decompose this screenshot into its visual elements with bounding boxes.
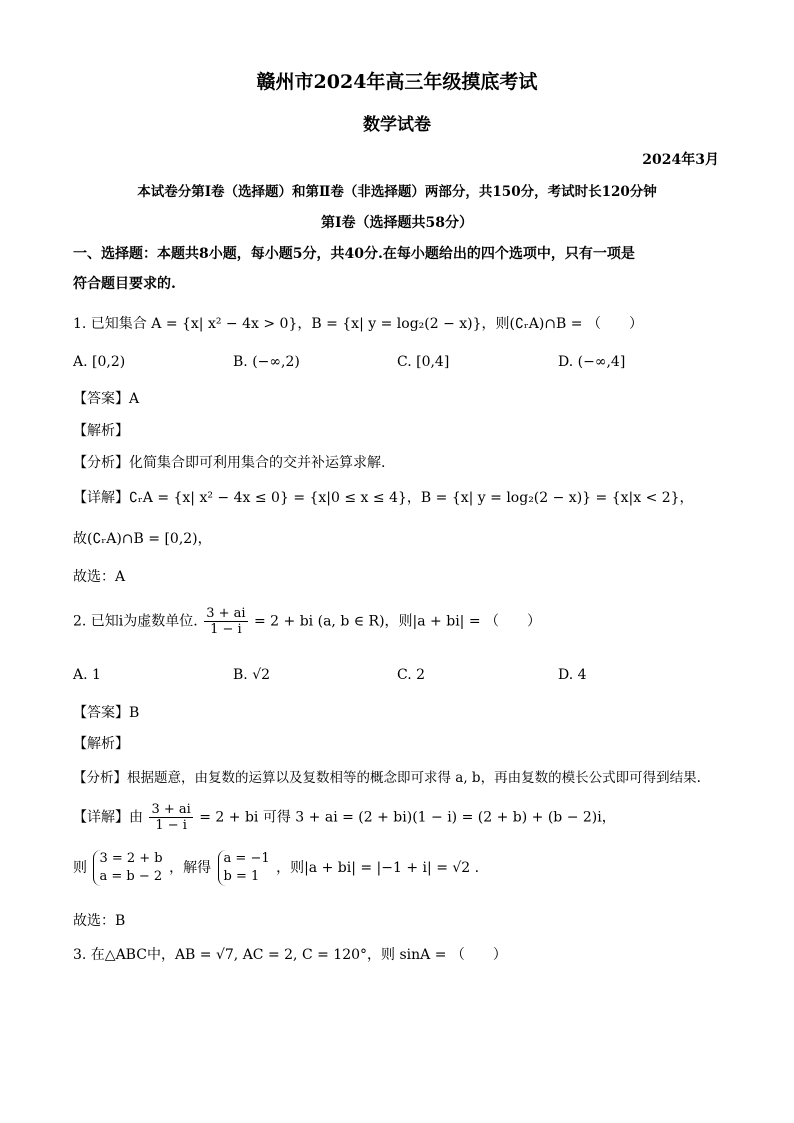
q2-equation-system-2: [218, 850, 270, 886]
exam-date: 2024年3月: [642, 152, 719, 168]
q1-option-d: D. (−∞,4]: [558, 354, 626, 370]
q2-choice: 故选：B: [73, 913, 126, 929]
q1-analysis: 【分析】化简集合即可利用集合的交并补运算求解.: [73, 455, 386, 471]
q3-stem: 3. 在△ABC中，AB = √7, AC = 2, C = 120°，则 sinA = （ ）: [73, 947, 507, 963]
q2-fraction: [204, 606, 247, 637]
q2-stem-suffix: = 2 + bi (a, b ∈ R)，则|a + bi| = （ ）: [254, 613, 542, 630]
q2-detail-denominator: 1 − i: [155, 818, 187, 833]
q2-stem-prefix: 2. 已知i为虚数单位.: [73, 613, 198, 630]
exam-title: 赣州市2024年高三年级摸底考试: [256, 71, 538, 93]
q2-option-a: A. 1: [73, 667, 101, 683]
q2-analysis: 【分析】根据题意，由复数的运算以及复数相等的概念即可求得 a, b，再由复数的模长公式即可得到结果.: [73, 770, 701, 786]
q1-stem: 1. 已知集合 A = {x| x² − 4x > 0}，B = {x| y = log₂(2 − x)}，则(∁ᵣA)∩B = （ ）: [73, 316, 643, 332]
q2-detail-numerator: 3 + ai: [151, 802, 191, 817]
q1-analysis-label: 【解析】: [73, 423, 129, 439]
q2-option-c: C. 2: [397, 667, 426, 683]
q2-system2-line1: a = −1: [223, 851, 270, 866]
q2-answer: 【答案】B: [73, 705, 140, 721]
q1-option-c: C. [0,4]: [397, 354, 450, 370]
q1-detail-2: 故(∁ᵣA)∩B = [0,2)，: [73, 531, 212, 547]
section-title: 第Ⅰ卷（选择题共58分）: [320, 215, 474, 231]
q1-choice: 故选：A: [73, 569, 126, 585]
exam-note: 本试卷分第Ⅰ卷（选择题）和第Ⅱ卷（非选择题）两部分，共150分，考试时长120分钟: [137, 184, 657, 200]
q2-detail-suffix: = 2 + bi 可得 3 + ai = (2 + bi)(1 − i) = (2 + b) + (b − 2)i，: [199, 809, 616, 826]
q2-stem: [73, 606, 541, 637]
q2-system-suffix: ，则|a + bi| = |−1 + i| = √2 .: [276, 860, 480, 876]
q2-detail: [73, 802, 616, 833]
q1-option-a: A. [0,2): [73, 354, 126, 370]
q1-answer: 【答案】A: [73, 391, 140, 407]
q2-system: [73, 850, 479, 886]
q2-detail-fraction: [149, 802, 192, 833]
q2-system2-line2: b = 1: [223, 869, 260, 884]
q2-system1-line2: a = b − 2: [99, 869, 163, 884]
q2-system-prefix: 则: [73, 860, 87, 876]
part1-instruction-cont: 符合题目要求的.: [73, 276, 176, 292]
q2-system1-line1: 3 = 2 + b: [99, 851, 163, 866]
part1-instruction: 一、选择题：本题共8小题，每小题5分，共40分.在每小题给出的四个选项中，只有一项是: [73, 246, 635, 262]
q1-option-b: B. (−∞,2): [233, 354, 300, 370]
q1-detail: 【详解】∁ᵣA = {x| x² − 4x ≤ 0} = {x|0 ≤ x ≤ 4}，B = {x| y = log₂(2 − x)} = {x|x < 2}，: [73, 490, 694, 506]
q2-system-mid: ，解得: [169, 860, 212, 876]
q2-equation-system-1: [93, 850, 162, 886]
q2-fraction-denominator: 1 − i: [210, 622, 242, 637]
q2-fraction-numerator: 3 + ai: [206, 606, 246, 621]
exam-subtitle: 数学试卷: [363, 115, 431, 135]
q2-detail-prefix: 【详解】由: [73, 809, 143, 826]
q2-analysis-label: 【解析】: [73, 736, 129, 752]
q2-option-b: B. √2: [233, 667, 271, 683]
q2-option-d: D. 4: [558, 667, 587, 683]
